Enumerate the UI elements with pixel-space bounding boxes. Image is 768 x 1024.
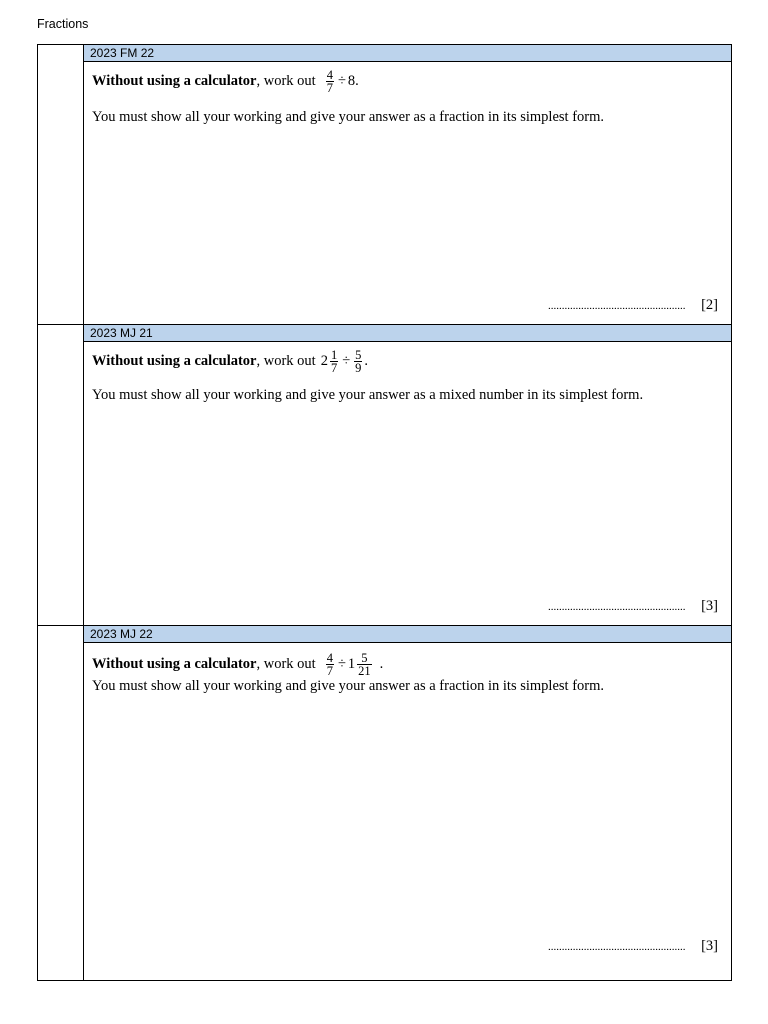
- fraction-denominator: 21: [358, 664, 371, 678]
- fraction-numerator: 1: [330, 348, 338, 362]
- question-3-tail: .: [379, 656, 384, 672]
- fraction-denominator: 7: [326, 81, 333, 95]
- question-2-marks: [3]: [701, 598, 718, 614]
- fraction-numerator: 4: [326, 68, 333, 82]
- question-3-fraction-b: [357, 652, 372, 677]
- question-1-answer-line: [548, 297, 718, 314]
- question-1-fraction-a: [326, 69, 334, 94]
- fraction-denominator: 7: [326, 664, 333, 678]
- question-3-prompt: [92, 652, 383, 677]
- question-2-prompt-bold: Without using a calculator: [92, 353, 257, 369]
- question-2-instruction: You must show all your working and give your answer as a mixed number in its simplest form.: [92, 387, 644, 403]
- question-table: [37, 44, 732, 981]
- page-title: Fractions: [37, 17, 89, 31]
- fraction-numerator: 5: [355, 348, 362, 362]
- question-3-instruction: You must show all your working and give your answer as a fraction in its simplest form.: [92, 678, 605, 694]
- question-3-operator: ÷: [337, 656, 346, 672]
- question-1-whole-b: 8: [347, 73, 356, 89]
- question-3: [38, 625, 731, 980]
- question-2-whole-a: 2: [320, 353, 328, 369]
- question-3-prompt-rest: , work out: [256, 656, 316, 672]
- question-2-answer-line: [548, 598, 718, 615]
- fraction-denominator: 9: [355, 361, 362, 375]
- question-1-marks: [2]: [701, 297, 718, 313]
- question-1-instruction: You must show all your working and give your answer as a fraction in its simplest form.: [92, 109, 605, 125]
- fraction-numerator: 5: [361, 651, 368, 665]
- question-1: [38, 45, 731, 325]
- answer-dots: ..................................................: [547, 601, 686, 613]
- question-1-tail: .: [355, 73, 359, 89]
- answer-dots: ..................................................: [547, 941, 686, 953]
- question-2-fraction-b: [354, 349, 362, 374]
- question-3-whole-b: 1: [347, 656, 356, 672]
- question-2-prompt: [92, 349, 368, 374]
- fraction-denominator: 7: [330, 361, 338, 375]
- question-3-reference: 2023 MJ 22: [84, 625, 731, 643]
- question-2-prompt-rest: , work out: [256, 353, 316, 369]
- question-1-prompt-rest: , work out: [256, 73, 316, 89]
- question-3-answer-line: [548, 938, 718, 955]
- question-3-fraction-a: [326, 652, 334, 677]
- question-3-prompt-bold: Without using a calculator: [92, 656, 257, 672]
- fraction-numerator: 4: [326, 651, 333, 665]
- question-3-marks: [3]: [701, 938, 718, 954]
- row-separator: [38, 625, 83, 626]
- question-2-tail: .: [364, 353, 369, 369]
- question-2: [38, 324, 731, 625]
- question-2-fraction-a: [330, 349, 338, 374]
- question-1-prompt: [92, 69, 359, 94]
- question-1-operator: ÷: [337, 73, 346, 89]
- answer-dots: ..................................................: [547, 300, 686, 312]
- row-separator: [38, 324, 83, 325]
- question-2-operator: ÷: [342, 353, 351, 369]
- question-1-prompt-bold: Without using a calculator: [92, 73, 257, 89]
- question-1-reference: 2023 FM 22: [84, 45, 731, 62]
- question-2-reference: 2023 MJ 21: [84, 324, 731, 342]
